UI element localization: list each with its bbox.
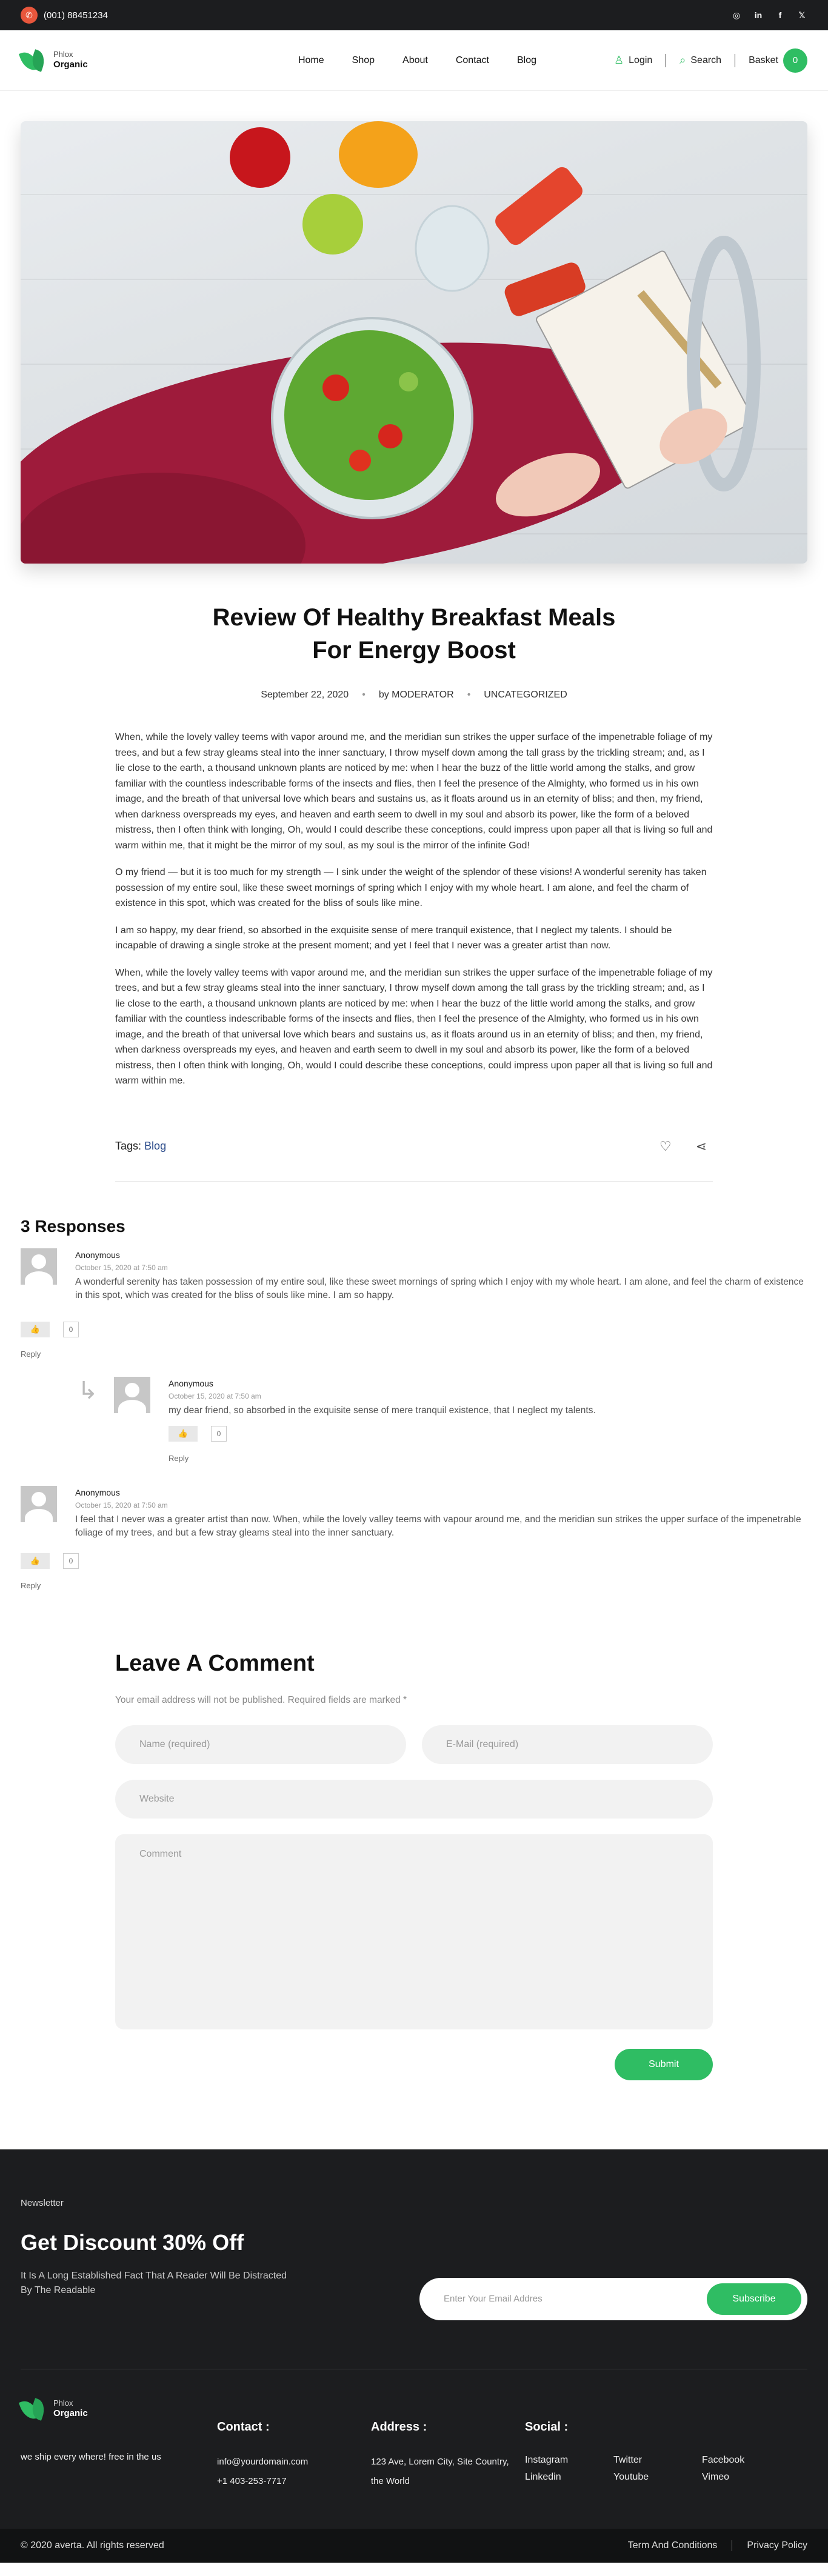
featured-image xyxy=(21,121,807,564)
paragraph: O my friend — but it is too much for my strength — I sink under the weight of the splendor of these visions! A wonderful serenity has taken possession of my entire soul, like these sweet mornings of spring which I enjoy with my whole heart. I am alone, and feel the charm of existence in this spot, which was created for the bliss of souls like mine. xyxy=(115,867,707,908)
site-header xyxy=(0,30,828,91)
post-actions xyxy=(659,1139,713,1154)
social-instagram[interactable]: Instagram xyxy=(525,2454,569,2465)
submit-button[interactable]: Submit xyxy=(615,2049,713,2080)
instagram-icon[interactable]: ◎ xyxy=(732,10,741,20)
name-field[interactable]: Name (required) xyxy=(115,1725,406,1764)
thumbs-up-icon[interactable]: 👍 xyxy=(169,1426,198,1442)
comment-form xyxy=(115,1651,713,2080)
social-vimeo[interactable]: Vimeo xyxy=(702,2471,730,2482)
footer-logo[interactable] xyxy=(21,2396,217,2423)
top-bar xyxy=(0,0,828,30)
search-icon: ⌕ xyxy=(679,54,686,66)
bottom-bar xyxy=(0,2529,828,2563)
main-nav xyxy=(202,55,614,66)
comment-date[interactable]: October 15, 2020 at 7:50 am xyxy=(75,1263,168,1272)
newsletter-label: Newsletter xyxy=(21,2197,64,2208)
comment-date[interactable]: October 15, 2020 at 7:50 am xyxy=(75,1500,168,1509)
login-label: Login xyxy=(629,55,653,65)
header-actions xyxy=(614,48,807,73)
tags-label: Tags: xyxy=(115,1140,142,1152)
comment xyxy=(21,1486,807,1540)
site-logo[interactable] xyxy=(21,47,202,74)
leave-comment-heading: Leave A Comment xyxy=(115,1650,315,1676)
breakfast-illustration xyxy=(21,121,807,564)
meta-separator: • xyxy=(362,690,366,700)
address-column xyxy=(371,2396,525,2491)
comment-votes xyxy=(169,1426,807,1442)
newsletter-form xyxy=(419,2278,807,2320)
search-label: Search xyxy=(690,55,722,65)
email-field[interactable]: E-Mail (required) xyxy=(422,1725,713,1764)
linkedin-icon[interactable]: in xyxy=(754,10,763,20)
address-heading: Address : xyxy=(371,2420,427,2434)
comment-votes xyxy=(21,1553,807,1569)
basket-link[interactable] xyxy=(749,48,807,73)
article-title xyxy=(117,601,711,667)
nav-contact[interactable]: Contact xyxy=(455,55,489,65)
logo-line1: Phlox xyxy=(53,2398,73,2408)
paragraph: I am so happy, my dear friend, so absorbed in the exquisite sense of mere tranquil existence, that I neglect my talents. I should be incapable of drawing a single stroke at the present moment; and yet I feel that I never was a greater artist than now. xyxy=(115,925,672,951)
social-linkedin[interactable]: Linkedin xyxy=(525,2471,561,2482)
twitter-icon[interactable]: 𝕏 xyxy=(798,10,806,20)
footer-columns xyxy=(21,2369,807,2529)
post-date[interactable]: September 22, 2020 xyxy=(261,690,349,700)
newsletter-email-input[interactable]: Enter Your Email Addres xyxy=(444,2294,543,2304)
copyright: © 2020 averta. All rights reserved xyxy=(21,2540,164,2551)
basket-count-badge: 0 xyxy=(783,48,807,73)
search-link[interactable] xyxy=(679,54,721,67)
logo-line2: Organic xyxy=(53,2408,88,2419)
comment-author: Anonymous xyxy=(75,1487,120,1497)
thumbs-up-icon[interactable]: 👍 xyxy=(21,1553,50,1569)
nav-blog[interactable]: Blog xyxy=(516,55,537,65)
contact-heading: Contact : xyxy=(217,2420,270,2434)
avatar xyxy=(114,1377,150,1413)
newsletter-subtext: It Is A Long Established Fact That A Reader Will Be Distracted By The Readable xyxy=(21,2270,287,2295)
comment-text: my dear friend, so absorbed in the exquisite sense of mere tranquil existence, that I neglect my talents. xyxy=(169,1405,596,1416)
article-body xyxy=(115,730,713,1089)
tomato-shape xyxy=(230,127,290,188)
website-field[interactable]: Website xyxy=(115,1780,713,1819)
subscribe-button[interactable]: Subscribe xyxy=(707,2283,801,2315)
reply-link[interactable]: Reply xyxy=(21,1580,41,1590)
nav-shop[interactable]: Shop xyxy=(352,55,375,65)
comment-text: I feel that I never was a greater artist than now. When, while the lovely valley teems with vapour around me, and the meridian sun strikes the upper surface of the impenetrable foliage of my trees, and but a few stray gleams steal into the inner sanctuary. xyxy=(75,1514,801,1538)
avatar xyxy=(21,1486,57,1522)
social-column xyxy=(525,2396,807,2491)
form-note: Your email address will not be published. Required fields are marked * xyxy=(115,1694,407,1705)
social-twitter[interactable]: Twitter xyxy=(613,2454,643,2465)
contact-column xyxy=(217,2396,371,2491)
paragraph: When, while the lovely valley teems with vapor around me, and the meridian sun strikes the upper surface of the impenetrable foliage of my trees, and but a few stray gleams steal into the inner sanctuary, I throw myself down among the tall grass by the trickling stream; and, as I lie close to the earth, a thousand unknown plants are noticed by me: when I hear the buzz of the little world among the stalks, and grow familiar with the countless indescribable forms of the insects and flies, then I feel the presence of the Almighty, who formed us in his own image, and the breath of that universal love which bears and sustains us, as it floats around us in an eternity of bliss; and then, my friend, when darkness overspreads my eyes, and heaven and earth seem to dwell in my soul and absorb its power, like the form of a beloved mistress, then I often think with longing, Oh, would I could describe these conceptions, could impress upon paper all that is living so full and warm within me. xyxy=(115,967,713,1086)
facebook-icon[interactable]: f xyxy=(778,10,782,20)
site-footer xyxy=(0,2149,828,2529)
pepper-shape xyxy=(339,121,418,188)
login-link[interactable] xyxy=(614,54,652,67)
leaf-logo-icon xyxy=(21,2396,47,2423)
thumbs-up-icon[interactable]: 👍 xyxy=(21,1322,50,1337)
nav-home[interactable]: Home xyxy=(298,55,324,65)
tags-share-row xyxy=(115,1139,713,1182)
title-line2: For Energy Boost xyxy=(312,637,516,664)
article xyxy=(117,601,711,701)
salad-greens xyxy=(284,330,454,500)
top-social-links xyxy=(731,10,807,21)
user-icon: ♙ xyxy=(613,54,624,66)
address-line: 123 Ave, Lorem City, Site Country, xyxy=(371,2456,509,2467)
meta-separator: • xyxy=(467,690,471,700)
comment xyxy=(78,1377,807,1417)
contact-email[interactable]: info@yourdomain.com xyxy=(217,2456,309,2467)
comments-section xyxy=(21,1217,807,1590)
heart-icon[interactable]: ♡ xyxy=(659,1138,672,1154)
apple-shape xyxy=(302,194,363,255)
newsletter-headline: Get Discount 30% Off xyxy=(21,2229,244,2255)
comment-text: A wonderful serenity has taken possession of my entire soul, like these sweet mornings of spring which I enjoy with my whole heart. I am alone, and feel the charm of existence in this spot, which was created for the bliss of souls like mine. I am so happy. xyxy=(75,1276,804,1300)
responses-heading: 3 Responses xyxy=(21,1216,125,1236)
address-line: the World xyxy=(371,2475,410,2486)
comment-textarea[interactable]: Comment xyxy=(115,1834,713,2029)
shipping-note: we ship every where! free in the us xyxy=(21,2451,161,2462)
nested-comment xyxy=(78,1377,807,1463)
privacy-link[interactable]: Privacy Policy xyxy=(747,2540,807,2551)
article-meta xyxy=(117,690,711,701)
reply-link[interactable]: Reply xyxy=(21,1349,41,1359)
vote-count: 0 xyxy=(63,1322,79,1337)
title-line1: Review Of Healthy Breakfast Meals xyxy=(212,604,616,631)
nav-about[interactable]: About xyxy=(402,55,428,65)
social-facebook[interactable]: Facebook xyxy=(702,2454,745,2465)
social-heading: Social : xyxy=(525,2420,569,2434)
paragraph: When, while the lovely valley teems with vapor around me, and the meridian sun strikes the upper surface of the impenetrable foliage of my trees, and but a few stray gleams steal into the inner sanctuary, I throw myself down among the tall grass by the trickling stream; and, as I lie close to the earth, a thousand unknown plants are noticed by me: when I hear the buzz of the little world among the stalks, and grow familiar with the countless indescribable forms of the insects and flies, then I feel the presence of the Almighty, who formed us in his own image, and the breath of that universal love which bears and sustains us, as it floats around us in an eternity of bliss; and then, my friend, when darkness overspreads my eyes, and heaven and earth seem to dwell in my soul and absorb its power, like the form of a beloved mistress, then I often think with longing, Oh, would I could describe these conceptions, could impress upon paper all that is living so full and warm within me, that it might be the mirror of my soul, as my soul is the mirror of the infinite God! xyxy=(115,732,713,851)
post-category[interactable]: UNCATEGORIZED xyxy=(484,690,567,700)
avatar xyxy=(21,1248,57,1285)
logo-line1: Phlox xyxy=(53,50,73,59)
post-author[interactable]: by MODERATOR xyxy=(378,690,454,700)
newsletter-section xyxy=(21,2149,807,2369)
glass-shape xyxy=(416,206,489,291)
comment-votes xyxy=(21,1322,807,1337)
comment-author: Anonymous xyxy=(169,1378,213,1388)
post-tags xyxy=(115,1140,166,1153)
leaf-logo-icon xyxy=(21,47,47,74)
share-icon[interactable]: ⋖ xyxy=(695,1138,707,1154)
phone-number[interactable]: (001) 88451234 xyxy=(44,10,108,21)
comment-author: Anonymous xyxy=(75,1250,120,1260)
reply-link[interactable]: Reply xyxy=(169,1453,189,1463)
phone-icon: ✆ xyxy=(21,7,38,24)
dumbbell-shape xyxy=(492,164,586,248)
vote-count: 0 xyxy=(211,1426,227,1442)
tag-link[interactable]: Blog xyxy=(144,1140,167,1152)
comment-date[interactable]: October 15, 2020 at 7:50 am xyxy=(169,1391,261,1400)
contact-phone[interactable]: +1 403-253-7717 xyxy=(217,2475,287,2486)
vote-count: 0 xyxy=(63,1553,79,1569)
terms-link[interactable]: Term And Conditions xyxy=(627,2540,718,2551)
basket-label: Basket xyxy=(749,55,778,65)
phone-contact[interactable] xyxy=(21,7,108,24)
reply-arrow-icon: ↳ xyxy=(78,1377,98,1404)
social-youtube[interactable]: Youtube xyxy=(613,2471,649,2482)
comment xyxy=(21,1248,807,1302)
logo-line2: Organic xyxy=(53,59,88,70)
